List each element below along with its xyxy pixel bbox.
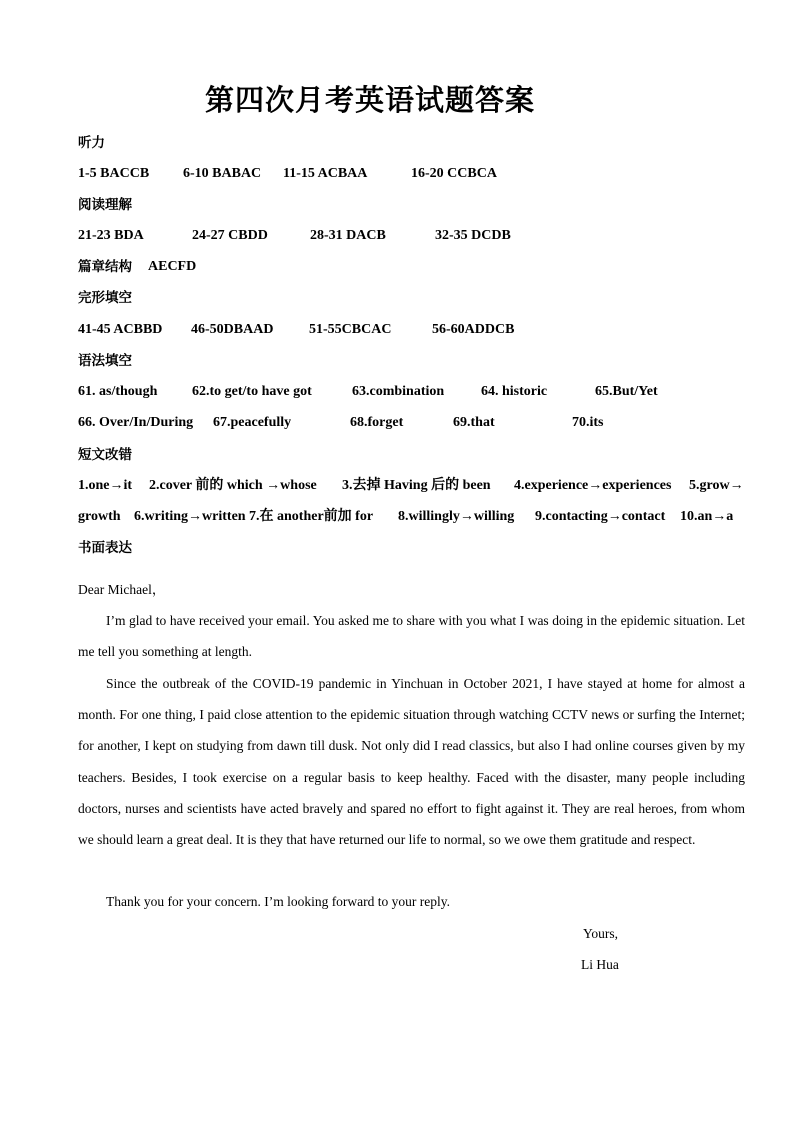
structure-answer: AECFD: [148, 259, 197, 274]
answer-item: 65.But/Yet: [595, 384, 658, 399]
answer-item: 6.writing→written: [134, 509, 246, 524]
answer-item: 62.to get/to have got: [192, 384, 312, 399]
answer-item: 7.在 another前加 for: [249, 509, 374, 524]
answer-item: growth: [78, 509, 121, 524]
answer-group: 56-60ADDCB: [432, 322, 515, 337]
answer-item: 61. as/though: [78, 384, 158, 399]
answer-group: 32-35 DCDB: [435, 228, 511, 243]
answer-item: 8.willingly→willing: [398, 509, 515, 524]
answer-item: 69.that: [453, 415, 495, 430]
letter-paragraph-1: I’m glad to have received your email. You asked me to share with you what I was doing in the epidemic situation. Let me tell you something at length.: [78, 613, 745, 660]
answer-item: 67.peacefully: [213, 415, 292, 430]
answer-item: 63.combination: [352, 384, 445, 399]
answer-group: 21-23 BDA: [78, 228, 144, 243]
answer-item: 2.cover 前的 which →whose: [149, 478, 317, 493]
answer-item: 4.experience→experiences: [514, 478, 672, 493]
listening-heading: 听力: [78, 135, 105, 151]
answer-group: 41-45 ACBBD: [78, 322, 163, 337]
page-title: [0, 78, 794, 119]
answer-item: 66. Over/In/During: [78, 415, 194, 430]
answer-group: 51-55CBCAC: [309, 322, 392, 337]
page-title-text: 第四次月考英语试题答案: [204, 85, 535, 117]
letter-paragraph-2: Since the outbreak of the COVID-19 pandemic in Yinchuan in October 2021, I have stayed at home for almost a month. For one thing, I paid close attention to the epidemic situation through watching CCTV news or surfing the Internet; for another, I kept on studying from dawn till dusk. Not only did I read classics, but also I had online courses given by my teachers. Besides, I took exercise on a regular basis to keep healthy. Faced with the disaster, many people including doctors, nurses and scientists have acted bravely and spared no effort to fight against it. They are real heroes, from whom we should learn a great deal. It is they that have returned our life to normal, so we owe them gratitude and respect.: [78, 676, 745, 848]
letter-signature: Li Hua: [581, 957, 619, 972]
answer-item: 70.its: [572, 415, 604, 430]
answer-item: 9.contacting→contact: [535, 509, 666, 524]
answer-group: 46-50DBAAD: [191, 322, 274, 337]
answer-group: 24-27 CBDD: [192, 228, 268, 243]
answer-group: 6-10 BABAC: [183, 166, 262, 181]
letter-salutation: Dear Michael，: [78, 582, 166, 597]
answer-item: 5.grow→: [689, 478, 744, 493]
answer-item: 64. historic: [481, 384, 548, 399]
correction-heading: 短文改错: [78, 447, 132, 463]
structure-heading: 篇章结构: [78, 259, 132, 275]
answer-item: 1.one→it: [78, 478, 133, 493]
letter-closing: Yours,: [583, 926, 619, 941]
answer-group: 11-15 ACBAA: [283, 166, 368, 181]
answer-item: 68.forget: [350, 415, 404, 430]
answer-item: 10.an→a: [680, 509, 734, 524]
grammar-heading: 语法填空: [78, 353, 132, 369]
cloze-heading: 完形填空: [78, 290, 132, 306]
letter-paragraph-3: Thank you for your concern. I’m looking forward to your reply.: [106, 894, 451, 909]
writing-heading: 书面表达: [78, 540, 132, 556]
answer-group: 16-20 CCBCA: [411, 166, 497, 181]
answer-item: 3.去掉 Having 后的 been: [342, 478, 491, 493]
answer-group: 1-5 BACCB: [78, 166, 150, 181]
reading-heading: 阅读理解: [78, 197, 132, 213]
answer-group: 28-31 DACB: [310, 228, 386, 243]
